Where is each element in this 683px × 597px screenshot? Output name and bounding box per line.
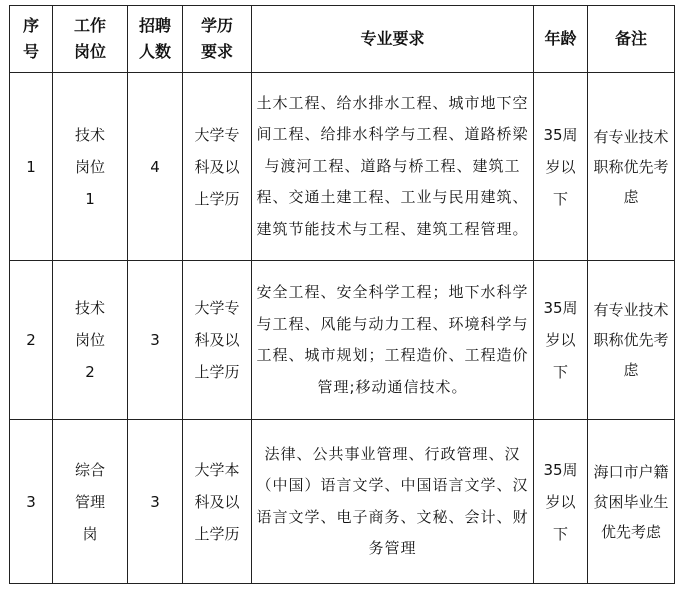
cell-major: 安全工程、安全科学工程；地下水科学与工程、风能与动力工程、环境科学与工程、城市规划；工程造价、工程造价管理;移动通信技术。: [252, 261, 534, 420]
cell-age: 35周岁以下: [534, 420, 588, 584]
table-row: [10, 73, 675, 261]
cell-count: 3: [128, 420, 183, 584]
cell-position: 综合管理岗: [53, 420, 128, 584]
cell-age: 35周岁以下: [534, 73, 588, 261]
header-row: [10, 6, 675, 73]
header-education: 学历 要求: [183, 6, 252, 73]
header-note: 备注: [588, 6, 675, 73]
header-position: 工作 岗位: [53, 6, 128, 73]
table-row: [10, 261, 675, 420]
cell-note: 有专业技术职称优先考虑: [588, 73, 675, 261]
cell-seq: 3: [10, 420, 53, 584]
header-major: 专业要求: [252, 6, 534, 73]
cell-education: 大学专科及以上学历: [183, 261, 252, 420]
cell-note: 海口市户籍贫困毕业生优先考虑: [588, 420, 675, 584]
cell-major: 土木工程、给水排水工程、城市地下空间工程、给排水科学与工程、道路桥梁与渡河工程、道路与桥工程、建筑工程、交通土建工程、工业与民用建筑、建筑节能技术与工程、建筑工程管理。: [252, 73, 534, 261]
cell-position: 技术岗位2: [53, 261, 128, 420]
cell-education: 大学本科及以上学历: [183, 420, 252, 584]
cell-seq: 2: [10, 261, 53, 420]
cell-count: 3: [128, 261, 183, 420]
recruitment-table: [9, 5, 675, 584]
header-seq: 序 号: [10, 6, 53, 73]
table-row: [10, 420, 675, 584]
cell-note: 有专业技术职称优先考虑: [588, 261, 675, 420]
cell-seq: 1: [10, 73, 53, 261]
header-age: 年龄: [534, 6, 588, 73]
header-count: 招聘 人数: [128, 6, 183, 73]
cell-education: 大学专科及以上学历: [183, 73, 252, 261]
cell-age: 35周岁以下: [534, 261, 588, 420]
cell-position: 技术岗位1: [53, 73, 128, 261]
cell-major: 法律、公共事业管理、行政管理、汉（中国）语言文学、中国语言文学、汉语言文学、电子商务、文秘、会计、财务管理: [252, 420, 534, 584]
cell-count: 4: [128, 73, 183, 261]
